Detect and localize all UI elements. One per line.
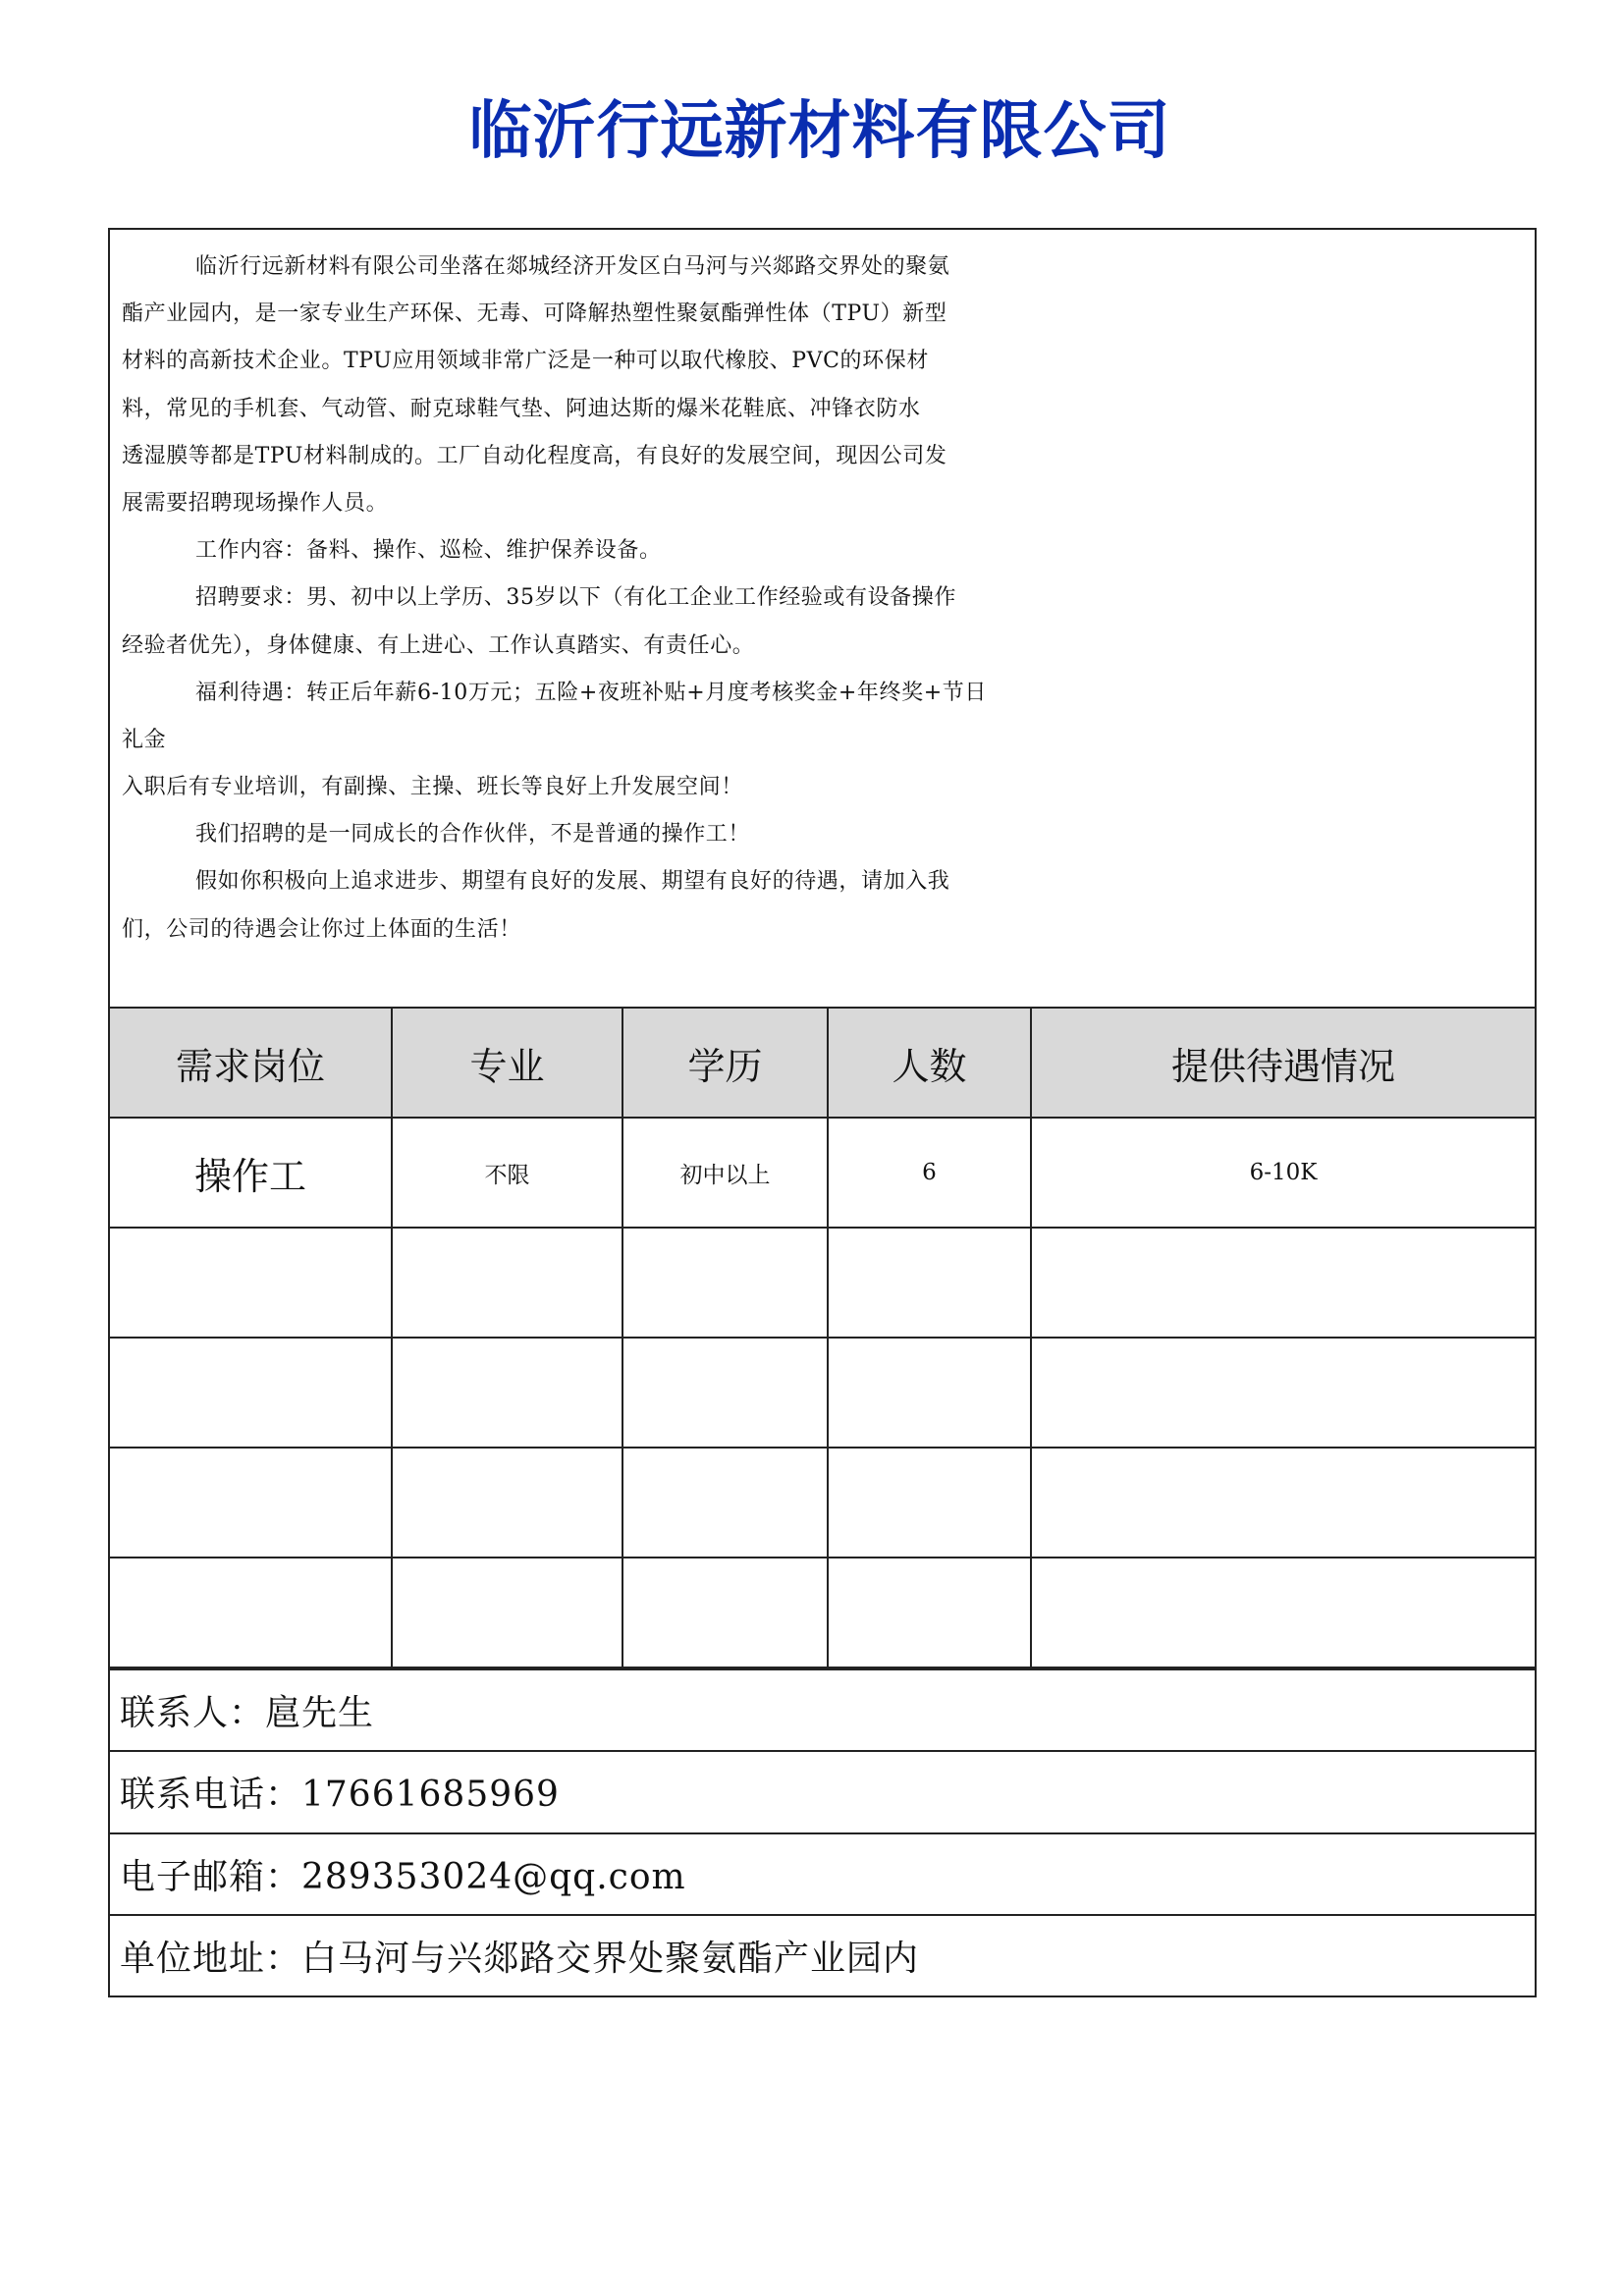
- cell-compensation: 6-10K: [1031, 1118, 1535, 1228]
- table-header-row: [110, 1009, 1535, 1118]
- cell-compensation: [1031, 1338, 1535, 1448]
- cell-major: [392, 1448, 622, 1558]
- cell-compensation: [1031, 1558, 1535, 1667]
- table-row: [110, 1558, 1535, 1667]
- cell-headcount: [828, 1338, 1031, 1448]
- intro-line: 经验者优先），身体健康、有上进心、工作认真踏实、有责任心。: [122, 632, 755, 658]
- intro-line: 酯产业园内，是一家专业生产环保、无毒、可降解热塑性聚氨酯弹性体（TPU）新型: [122, 301, 947, 327]
- cell-position: [110, 1228, 392, 1338]
- contact-section: [110, 1668, 1535, 1995]
- company-address: 单位地址：白马河与兴郯路交界处聚氨酯产业园内: [110, 1914, 1535, 1995]
- cell-position: [110, 1558, 392, 1667]
- cell-education: [622, 1558, 828, 1667]
- table-row: [110, 1118, 1535, 1228]
- cell-headcount: 6: [828, 1118, 1031, 1228]
- cell-position: 操作工: [110, 1118, 392, 1228]
- cell-headcount: [828, 1448, 1031, 1558]
- intro-line: 展需要招聘现场操作人员。: [122, 490, 389, 516]
- company-title: 临沂行远新材料有限公司: [468, 94, 1171, 168]
- intro-line: 福利待遇：转正后年薪6-10万元；五险+夜班补贴+月度考核奖金+年终奖+节日: [195, 680, 987, 705]
- header-position: 需求岗位: [110, 1009, 392, 1118]
- intro-line: 工作内容：备料、操作、巡检、维护保养设备。: [195, 538, 662, 564]
- intro-line: 临沂行远新材料有限公司坐落在郯城经济开发区白马河与兴郯路交界处的聚氨: [195, 254, 950, 279]
- intro-line: 料，常见的手机套、气动管、耐克球鞋气垫、阿迪达斯的爆米花鞋底、冲锋衣防水: [122, 396, 921, 421]
- cell-position: [110, 1338, 392, 1448]
- cell-headcount: [828, 1558, 1031, 1667]
- table-row: [110, 1338, 1535, 1448]
- table-row: [110, 1228, 1535, 1338]
- contact-person: 联系人：扈先生: [110, 1668, 1535, 1750]
- intro-line: 透湿膜等都是TPU材料制成的。工厂自动化程度高，有良好的发展空间，现因公司发: [122, 443, 947, 468]
- cell-headcount: [828, 1228, 1031, 1338]
- intro-line: 们，公司的待遇会让你过上体面的生活！: [122, 916, 521, 942]
- cell-major: [392, 1228, 622, 1338]
- cell-compensation: [1031, 1448, 1535, 1558]
- intro-line: 我们招聘的是一同成长的合作伙伴，不是普通的操作工！: [195, 822, 751, 847]
- header-major: 专业: [392, 1009, 622, 1118]
- cell-education: [622, 1338, 828, 1448]
- intro-line: 入职后有专业培训，有副操、主操、班长等良好上升发展空间！: [122, 775, 743, 800]
- cell-major: [392, 1558, 622, 1667]
- cell-major: [392, 1338, 622, 1448]
- positions-table: [110, 1009, 1535, 1668]
- intro-line: 假如你积极向上追求进步、期望有良好的发展、期望有良好的待遇，请加入我: [195, 869, 950, 895]
- header-headcount: 人数: [828, 1009, 1031, 1118]
- cell-education: [622, 1448, 828, 1558]
- intro-line: 招聘要求：男、初中以上学历、35岁以下（有化工企业工作经验或有设备操作: [195, 585, 956, 611]
- cell-position: [110, 1448, 392, 1558]
- table-row: [110, 1448, 1535, 1558]
- intro-line: 礼金: [122, 727, 167, 752]
- contact-email: 电子邮箱：289353024@qq.com: [110, 1832, 1535, 1914]
- cell-education: [622, 1228, 828, 1338]
- cell-education: 初中以上: [622, 1118, 828, 1228]
- recruitment-form: [108, 228, 1537, 1997]
- header-compensation: 提供待遇情况: [1031, 1009, 1535, 1118]
- cell-major: 不限: [392, 1118, 622, 1228]
- contact-phone: 联系电话：17661685969: [110, 1750, 1535, 1831]
- intro-line: 材料的高新技术企业。TPU应用领域非常广泛是一种可以取代橡胶、PVC的环保材: [122, 349, 929, 374]
- header-education: 学历: [622, 1009, 828, 1118]
- company-introduction: [110, 230, 1535, 1009]
- cell-compensation: [1031, 1228, 1535, 1338]
